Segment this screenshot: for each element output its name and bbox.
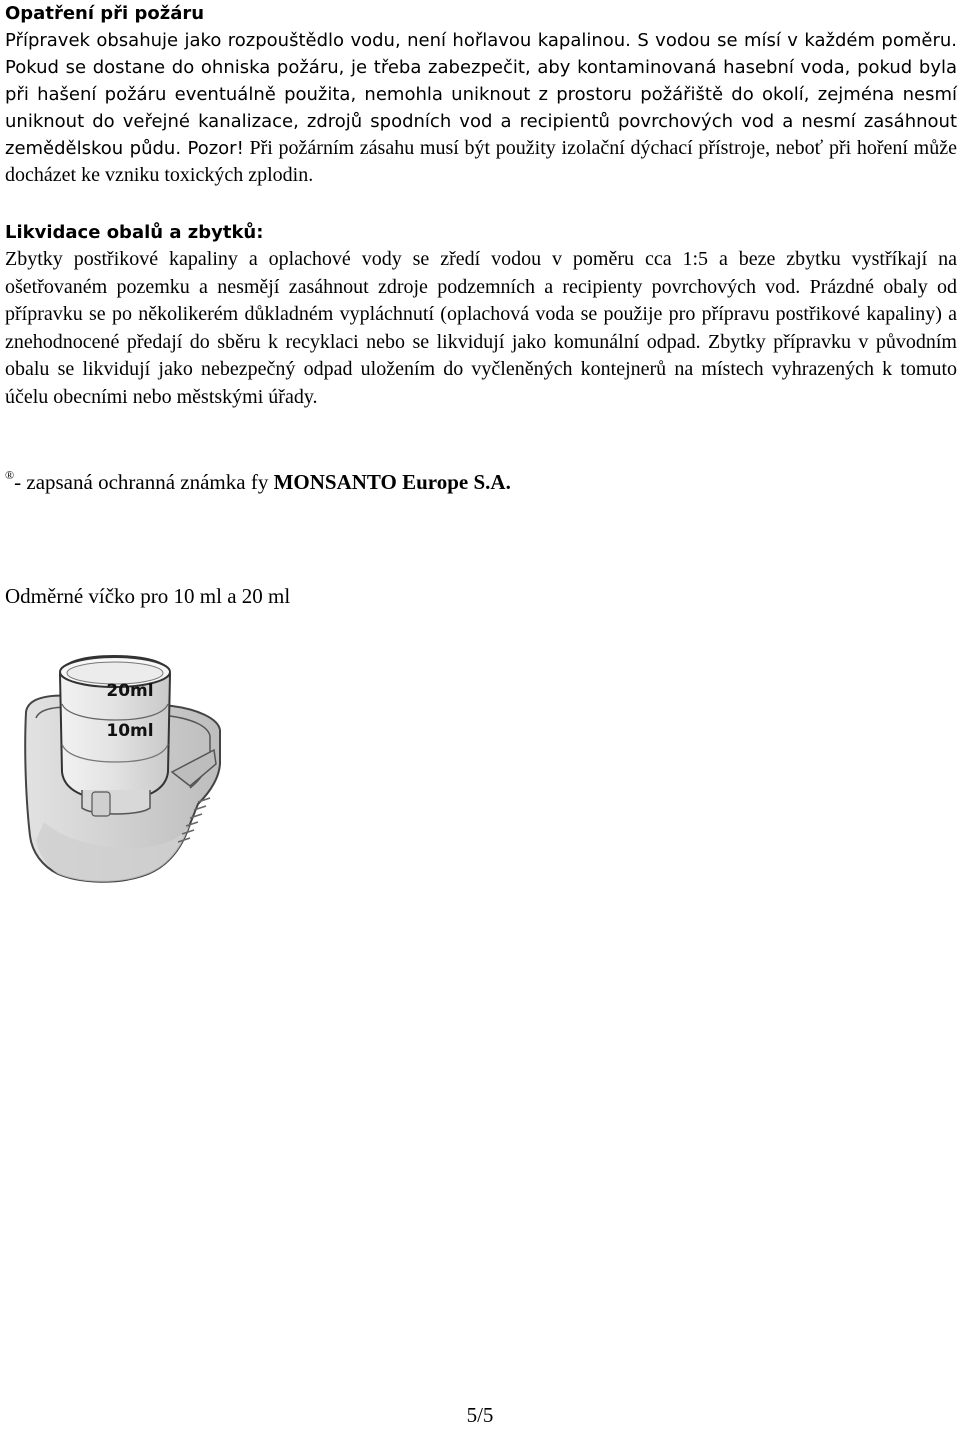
fire-section	[5, 0, 957, 189]
cap-caption: Odměrné víčko pro 10 ml a 20 ml	[5, 584, 291, 608]
cap-tab	[92, 792, 110, 816]
registered-symbol: ®	[5, 468, 15, 482]
cap-label-10ml: 10ml	[106, 721, 154, 741]
disposal-paragraph: Zbytky postřikové kapaliny a oplachové vody se zředí vodou v poměru cca 1:5 a beze zbytku vystříkají na ošetřovaném pozemku a nesmějí zasáhnout zdroje podzemních a recipienty povrchových vod. Prázdné obaly od přípravku se po několikerém důkladném vypláchnutí (oplachová voda se použije pro přípravu postřikové kapaliny) a znehodnocené předají do sběru k recyklaci nebo se likvidují jako komunální odpad. Zbytky přípravku v původním obalu se likvidují jako nebezpečný odpad uložením do vyčleněných kontejnerů na místech vyhrazených k tomuto účelu obecními nebo městskými úřady.	[5, 248, 957, 408]
fire-text-part-b: Při požárním zásahu musí být použity izolační dýchací přístroje, neboť při hoření může docházet ke vzniku toxických zplodin.	[5, 137, 957, 186]
disposal-heading: Likvidace obalů a zbytků:	[5, 222, 264, 243]
page-number: 5/5	[466, 1403, 494, 1427]
measuring-cap-illustration	[22, 652, 230, 892]
fire-paragraph	[5, 27, 957, 189]
fire-text-part-a: Přípravek obsahuje jako rozpouštědlo vodu, není hořlavou kapalinou. S vodou se mísí v každém poměru. Pokud se dostane do ohniska požáru, je třeba zabezpečit, aby kontaminovaná hasební voda, pokud byla při hašení požáru eventuálně použita, nemohla uniknout z prostoru požářiště do okolí, zejména nesmí uniknout do veřejné kanalizace, zdrojů spodních vod a recipientů povrchových vod a nesmí zasáhnout zemědělskou půdu. Pozor!	[5, 30, 957, 159]
cap-label-20ml: 20ml	[106, 681, 154, 701]
trademark-company: MONSANTO Europe S.A.	[273, 470, 511, 494]
disposal-section	[5, 219, 957, 411]
trademark-note	[5, 468, 957, 496]
fire-heading: Opatření při požáru	[5, 3, 205, 24]
trademark-text: - zapsaná ochranná známka fy	[14, 470, 274, 494]
